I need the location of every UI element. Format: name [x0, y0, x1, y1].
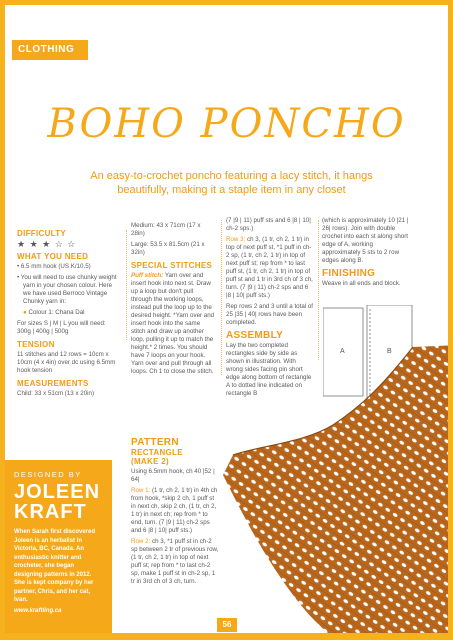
- puff-stitch-instructions: Yarn over and insert hook into next st. Draw up a loop but don't pull through the working loops, instead pull the loop up to the desired height. *Yarn over and insert hook into the same stitch and draw up another loop, pulling it up to match the height.* 2 times. You should have 7 loops on your hook. Yarn over and pull through all loops. Ch 1 to close the stitch.: [131, 272, 215, 375]
- assembly-heading: ASSEMBLY: [226, 330, 284, 341]
- intro-text: An easy-to-crochet poncho featuring a lacy stitch, it hangs beautifully, making it a staple item in any closet: [90, 170, 373, 196]
- finishing-text: Weave in all ends and block.: [322, 280, 401, 287]
- row3-text: [226, 236, 314, 300]
- rectangle-heading: RECTANGLE: [131, 448, 183, 457]
- measurements-heading: MEASUREMENTS: [17, 379, 89, 388]
- row2-text: [131, 538, 219, 586]
- row3-instructions: ch 3, (1 tr, ch 2, 1 tr) in top of next puff st, *1 puff in ch-2 sp, (1 tr, ch 2, 1 tr) in top of next puff st; rep from * to last puff st, (1 tr, ch 2, 1 tr) in top of puff st and 1 tr in 3rd ch of 3 ch, turn. (7 |9 | 11) ch-2 sps and 6 |8 | 10| puff sts.): [226, 236, 313, 299]
- label-b: B: [387, 348, 392, 355]
- pattern-heading: PATTERN: [131, 437, 179, 448]
- yarn-amounts: For sizes S | M | L you will need: 300g | 400g | 500g: [17, 320, 106, 335]
- puff-stitch-label: Puff stitch:: [131, 272, 164, 279]
- column-divider: [221, 220, 222, 375]
- need-item: • You will need to use chunky weight yarn in your chosen colour. Here we have used Berroco Vintage Chunky yarn in:: [17, 274, 117, 305]
- need-item: • 6.5 mm hook (US K/10.5): [17, 263, 91, 270]
- column-divider: [126, 230, 127, 340]
- col3-top-text: (7 |9 | 11) puff sts and 6 |8 | 10| ch-2 sps.): [226, 217, 311, 232]
- magazine-page: [5, 5, 448, 633]
- finishing-heading: FINISHING: [322, 268, 376, 279]
- yarn-colour: [17, 309, 120, 317]
- poncho-fabric: [223, 345, 448, 633]
- repeat-text: Rep rows 2 and 3 until a total of 25 |35 | 40| rows have been completed.: [226, 303, 314, 326]
- designer-first-name: JOLEEN: [14, 481, 101, 503]
- designer-website[interactable]: www.kraftling.ca: [14, 607, 62, 614]
- designed-by-label: DESIGNED BY: [14, 470, 82, 479]
- page-number: 56: [217, 618, 237, 632]
- column-1: [17, 225, 120, 401]
- difficulty-stars: ★ ★ ★ ☆ ☆: [17, 239, 77, 249]
- row2-label: Row 2:: [131, 538, 151, 545]
- col4-top-text: (which is approximately 10 |21 | 26| rows). Join with double crochet into each st along short edge of A, working approximately 5 sts to 2 row edges along B.: [322, 217, 409, 264]
- row1-instructions: (1 tr, ch 2, 1 tr) in 4th ch from hook, *skip 2 ch, 1 puff st in next ch, skip 2 ch, (1 tr, ch 2, 1 tr) in next ch; rep from * to end, turn. (7 |9 | 11) ch-2 sps and 6 |8 | 10| puff sts.): [131, 487, 218, 534]
- designer-box: [5, 460, 112, 633]
- row3-label: Row 3:: [226, 236, 246, 243]
- tension-heading: TENSION: [17, 340, 55, 349]
- page-title: BOHO PONCHO: [47, 101, 406, 147]
- poncho-photo: [223, 345, 448, 633]
- column-2: [131, 222, 215, 379]
- make-2-heading: (MAKE 2): [131, 457, 169, 466]
- column-4: [322, 217, 412, 291]
- label-a: A: [340, 348, 345, 355]
- colour-label: Colour 1: Chana Dal: [28, 309, 85, 316]
- special-stitches-heading: SPECIAL STITCHES: [131, 261, 213, 270]
- pattern-start: Using 6.5mm hook, ch 40 |52 | 64|: [131, 468, 215, 483]
- column-divider: [318, 220, 319, 360]
- designer-bio: When Sarah first discovered Joleen is an herbalist in Victoria, BC, Canada. An enthusiastic knitter and crocheter, she began designing patterns in 2012. She is kept company by her partner, Chris, and her cat, Ivan.: [14, 529, 96, 603]
- size-large: Large: 53.5 x 81.5cm (21 x 32in): [131, 241, 205, 256]
- what-you-need-heading: WHAT YOU NEED: [17, 252, 89, 261]
- tension-text: 11 stitches and 12 rows = 10cm x 10cm (4 x 4in) over dc using 6.5mm hook tension: [17, 351, 116, 374]
- designer-last-name: KRAFT: [14, 501, 87, 523]
- row1-text: [131, 487, 219, 535]
- assembly-text: Lay the two completed rectangles side by side as shown in illustration. With wrong sides facing pin short edge along bottom of rectangle A to dotted line indicated on rectangle B: [226, 342, 312, 397]
- row1-label: Row 1:: [131, 487, 151, 494]
- measurements-text: Child: 33 x 51cm (13 x 20in): [17, 390, 95, 397]
- yarn-swatch-icon: ●: [23, 309, 27, 316]
- pattern-column: [131, 438, 219, 589]
- row2-instructions: ch 3, *1 puff st in ch-2 sp between 2 tr of previous row, (1 tr, ch 2, 1 tr) in top of next puff st; rep from * to last ch-2 sp, make 1 puff st in ch-2 sp, 1 tr in 3rd ch of 3 ch, turn.: [131, 538, 219, 585]
- puff-stitch-text: [131, 272, 215, 376]
- section-tag: CLOTHING: [12, 40, 88, 60]
- difficulty-heading: DIFFICULTY: [17, 229, 67, 238]
- size-medium: Medium: 43 x 71cm (17 x 28in): [131, 222, 201, 237]
